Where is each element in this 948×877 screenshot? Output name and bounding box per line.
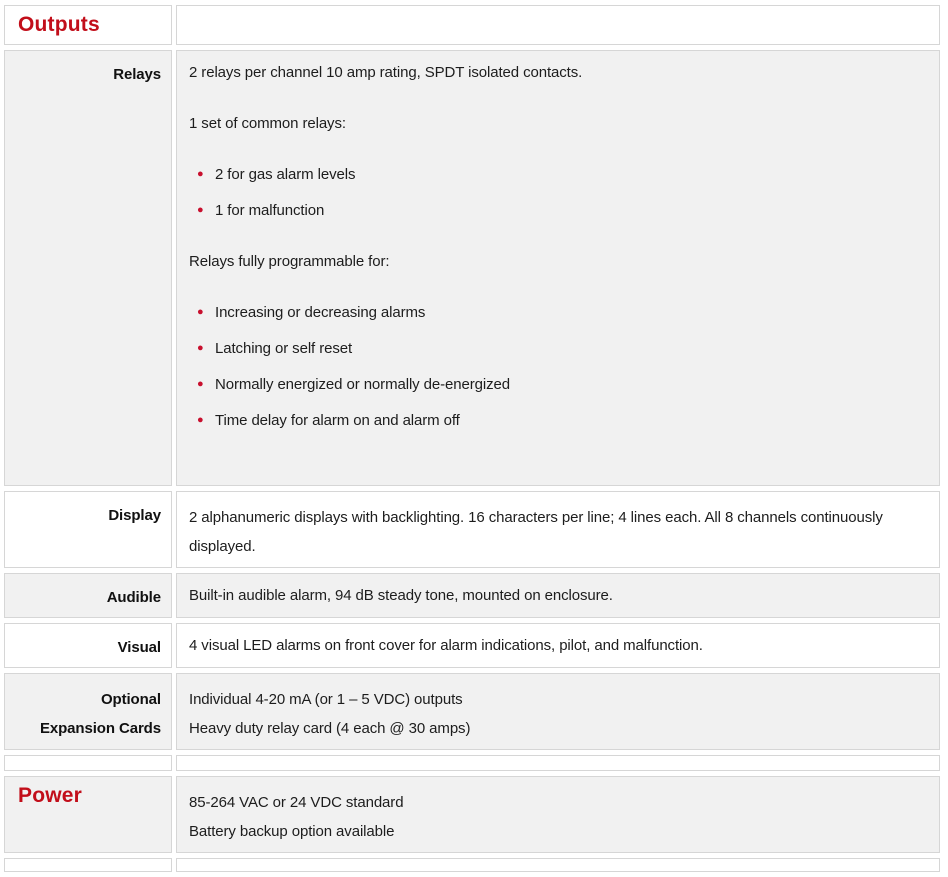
audible-row: [4, 573, 940, 618]
bullet-text: Increasing or decreasing alarms: [215, 304, 426, 321]
bullet-text: 2 for gas alarm levels: [215, 166, 356, 183]
expansion-text-line1: Individual 4-20 mA (or 1 – 5 VDC) outputs: [189, 691, 463, 708]
bullet-text: Latching or self reset: [215, 340, 353, 357]
bullet-text: Time delay for alarm on and alarm off: [215, 412, 460, 429]
power-content-cell: [176, 776, 940, 853]
power-section-title: Power: [18, 784, 83, 807]
bullet-item: [197, 302, 925, 324]
expansion-label-cell: [4, 673, 172, 750]
outputs-header-empty-cell: [176, 5, 940, 45]
bullet-icon: ●: [197, 414, 204, 426]
relays-label: Relays: [113, 66, 161, 83]
visual-text: 4 visual LED alarms on front cover for alarm indications, pilot, and malfunction.: [189, 637, 703, 654]
spacer-cell: [176, 755, 940, 771]
audible-label-cell: [4, 573, 172, 618]
spacer-cell: [176, 858, 940, 872]
visual-label-cell: [4, 623, 172, 668]
audible-content-cell: [176, 573, 940, 618]
expansion-cards-row: [4, 673, 940, 750]
relays-common-bullet-list: [189, 164, 925, 222]
expansion-content-cell: [176, 673, 940, 750]
bullet-item: [197, 410, 925, 432]
relays-content-cell: [176, 50, 940, 486]
display-label: Display: [108, 507, 161, 524]
audible-label: Audible: [106, 589, 161, 606]
expansion-label-line1: Optional: [100, 691, 161, 708]
display-text: 2 alphanumeric displays with backlighting. 16 characters per line; 4 lines each. All 8 channels continuously displayed.: [189, 509, 883, 555]
bullet-icon: ●: [197, 168, 204, 180]
audible-text: Built-in audible alarm, 94 dB steady tone, mounted on enclosure.: [189, 587, 613, 604]
bullet-icon: ●: [197, 306, 204, 318]
spacer-row: [4, 755, 940, 771]
relays-row: [4, 50, 940, 486]
bullet-item: [197, 164, 925, 186]
outputs-title-cell: [4, 5, 172, 45]
bullet-item: [197, 338, 925, 360]
outputs-section-title: Outputs: [18, 13, 100, 36]
relays-paragraph: 1 set of common relays:: [189, 115, 346, 132]
bullet-text: Normally energized or normally de-energized: [215, 376, 511, 393]
power-row: [4, 776, 940, 853]
outputs-header-row: [4, 5, 940, 45]
display-row: [4, 491, 940, 568]
visual-label: Visual: [117, 639, 161, 656]
spacer-cell: [4, 858, 172, 872]
display-label-cell: [4, 491, 172, 568]
bullet-item: [197, 200, 925, 222]
expansion-text-line2: Heavy duty relay card (4 each @ 30 amps): [189, 720, 471, 737]
bullet-icon: ●: [197, 342, 204, 354]
bullet-icon: ●: [197, 204, 204, 216]
expansion-label-line2: Expansion Cards: [39, 720, 161, 737]
bullet-item: [197, 374, 925, 396]
spacer-cell: [4, 755, 172, 771]
visual-content-cell: [176, 623, 940, 668]
spacer-row: [4, 858, 940, 872]
relays-paragraph: 2 relays per channel 10 amp rating, SPDT isolated contacts.: [189, 64, 583, 81]
bullet-text: 1 for malfunction: [215, 202, 325, 219]
visual-row: [4, 623, 940, 668]
display-content-cell: [176, 491, 940, 568]
power-title-cell: [4, 776, 172, 853]
power-text-line2: Battery backup option available: [189, 823, 395, 840]
power-text-line1: 85-264 VAC or 24 VDC standard: [189, 794, 404, 811]
bullet-icon: ●: [197, 378, 204, 390]
relays-label-cell: [4, 50, 172, 486]
relays-paragraph: Relays fully programmable for:: [189, 253, 390, 270]
relays-programmable-bullet-list: [189, 302, 925, 432]
